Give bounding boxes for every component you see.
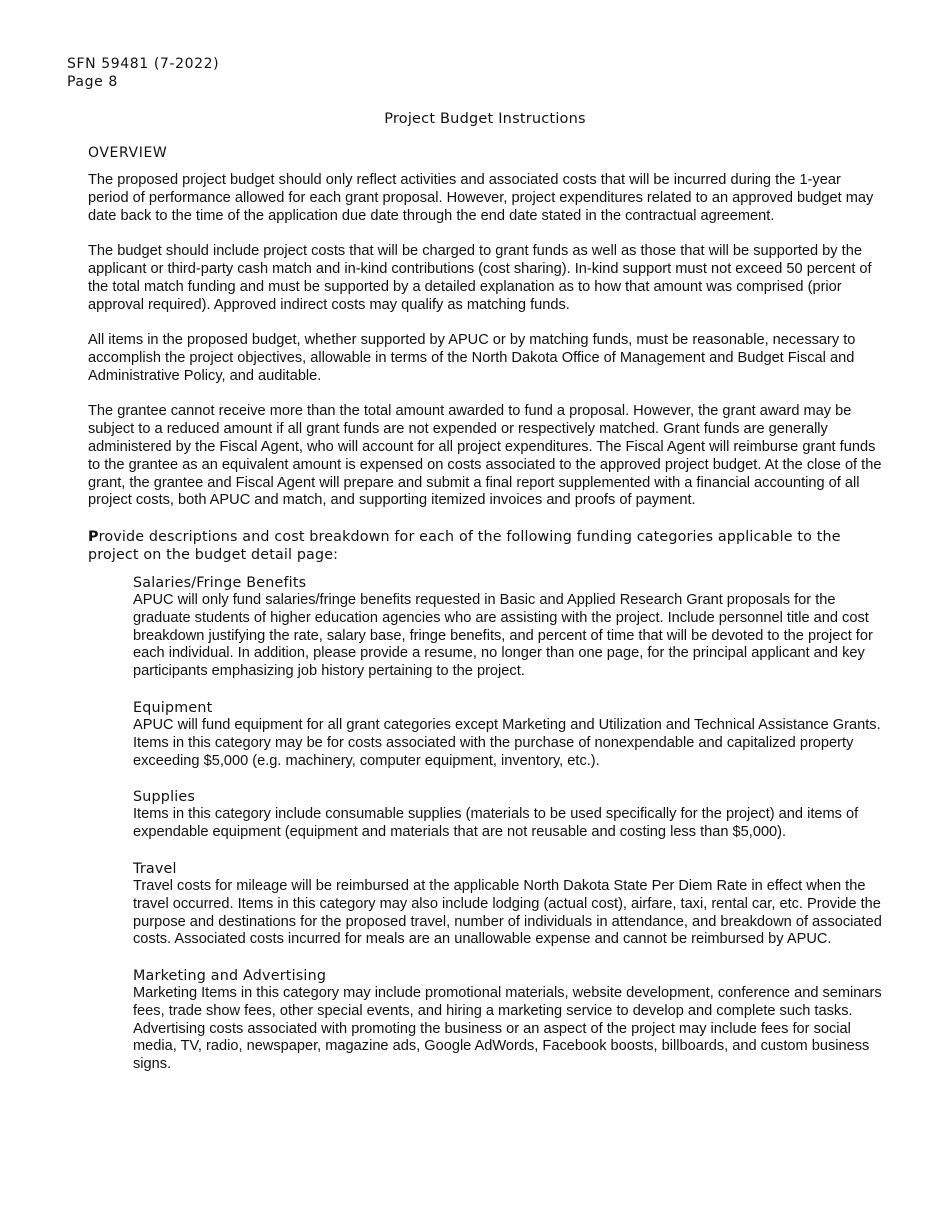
page-title: Project Budget Instructions [384,111,586,127]
intro-text: rovide descriptions and cost breakdown for each of the following funding categories applicable to the project on the budget detail page: [88,528,841,563]
category-title: Travel [133,860,177,877]
category-body: APUC will fund equipment for all grant categories except Marketing and Utilization and Technical Assistance Grants. Items in this category may be for costs associated with the purchase of nonexpendable and capitalized property exceeding $5,000 (e.g. machinery, computer equipment, inventory, etc.). [133,716,881,769]
overview-paragraph-2: The budget should include project costs that will be charged to grant funds as well as those that will be supported by the applicant or third-party cash match and in-kind contributions (cost sharing). In-kind support must not exceed 50 percent of the total match funding and must be supported by a detailed explanation as to how that amount was comprised (prior approval required). Approved indirect costs may qualify as matching funds. [88,243,872,313]
form-number: SFN 59481 (7-2022) [67,56,220,72]
category-salaries [133,574,888,681]
category-body: APUC will only fund salaries/fringe benefits requested in Basic and Applied Research Grant proposals for the graduate students of higher education agencies who are assisting with the project. Include personnel title and cost breakdown justifying the rate, salary base, fringe benefits, and percent of time that will be devoted to the project for each individual. In addition, please provide a resume, no longer than one page, for the principal applicant and key participants emphasizing job history pertaining to the project. [133,591,873,680]
category-title: Equipment [133,699,213,716]
category-body: Items in this category include consumable supplies (materials to be used specifically for the project) and items of expendable equipment (equipment and materials that are not reusable and costing less than $5,000). [133,806,859,841]
categories-intro [88,528,884,564]
form-header [67,55,219,91]
overview-paragraph-3: All items in the proposed budget, whether supported by APUC or by matching funds, must be reasonable, necessary to accomplish the project objectives, allowable in terms of the North Dakota Office of Management and Budget Fiscal and Administrative Policy, and auditable. [88,332,856,384]
category-body: Travel costs for mileage will be reimbursed at the applicable North Dakota State Per Diem Rate in effect when the travel occurred. Items in this category may also include lodging (actual cost), airfare, taxi, rental car, etc. Provide the purpose and destinations for the proposed travel, number of individuals in attendance, and breakdown of associated costs. Associated costs incurred for meals are an unallowable expense and cannot be reimbursed by APUC. [133,877,882,948]
category-travel [133,860,888,949]
page-number: Page 8 [67,74,118,90]
instructions-content [88,144,884,1092]
overview-heading: OVERVIEW [88,145,168,161]
category-marketing [133,967,888,1074]
category-title: Supplies [133,789,196,806]
intro-lead-letter: P [88,528,99,545]
overview-paragraph-4: The grantee cannot receive more than the total amount awarded to fund a proposal. However, the grant award may be subject to a reduced amount if all grant funds are not expended or respectively matched. Grant funds are generally administered by the Fiscal Agent, who will account for all project expenditures. The Fiscal Agent will reimburse grant funds to the grantee as an equivalent amount is expensed on costs associated to the approved project budget. At the close of the grant, the grantee and Fiscal Agent will prepare and submit a final report supplemented with a financial accounting of all project costs, both APUC and match, and supporting itemized invoices and proofs of payment. [88,403,882,509]
category-supplies [133,788,888,842]
category-equipment [133,699,888,770]
category-body: Marketing Items in this category may include promotional materials, website development, conference and seminars fees, trade show fees, other special events, and hiring a marketing service to develop and complete such tasks. Advertising costs associated with promoting the business or an aspect of the project may include fees for social media, TV, radio, newspaper, magazine ads, Google AdWords, Facebook boosts, billboards, and custom business signs. [133,985,882,1073]
category-title: Salaries/Fringe Benefits [133,574,307,591]
overview-paragraph-1: The proposed project budget should only reflect activities and associated costs that will be incurred during the 1-year period of performance allowed for each grant proposal. However, project expenditures related to an approved budget may date back to the time of the application due date through the end date stated in the contractual agreement. [88,172,874,224]
category-title: Marketing and Advertising [133,968,327,985]
